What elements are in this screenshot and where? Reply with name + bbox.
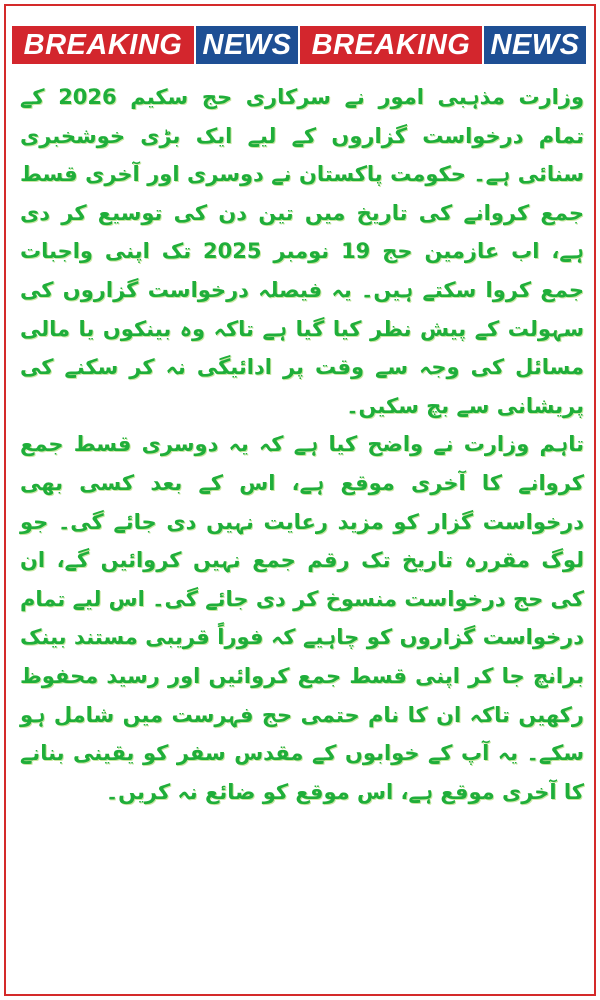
- banner-breaking-2: BREAKING: [300, 26, 482, 64]
- breaking-news-banner: [12, 26, 588, 64]
- banner-news-2: NEWS: [482, 26, 588, 64]
- banner-news-1: NEWS: [194, 26, 300, 64]
- article-body: [20, 78, 584, 998]
- banner-breaking-1: BREAKING: [12, 26, 194, 64]
- article-paragraph-1: وزارت مذہبی امور نے سرکاری حج سکیم 2026 کے تمام درخواست گزاروں کے لیے ایک بڑی خوشخبری سنائی ہے۔ حکومت پاکستان نے دوسری اور آخری قسط جمع کروانے کی تاریخ میں تین دن کی توسیع کر دی ہے، اب عازمین حج 19 نومبر 2025 تک اپنی واجبات جمع کروا سکتے ہیں۔ یہ فیصلہ درخواست گزاروں کی سہولت کے پیش نظر کیا گیا ہے تاکہ وہ بینکوں یا مالی مسائل کی وجہ سے وقت پر ادائیگی نہ کر سکنے کی پریشانی سے بچ سکیں۔: [20, 85, 585, 418]
- news-card-frame: [4, 4, 596, 996]
- article-paragraph-2: تاہم وزارت نے واضح کیا ہے کہ یہ دوسری قسط جمع کروانے کا آخری موقع ہے، اس کے بعد کسی بھی درخواست گزار کو مزید رعایت نہیں دی جائے گی۔ جو لوگ مقررہ تاریخ تک رقم جمع نہیں کروائیں گے، ان کی حج درخواست منسوخ کر دی جائے گی۔ اس لیے تمام درخواست گزاروں کو چاہیے کہ فوراً قریبی مستند بینک برانچ جا کر اپنی قسط جمع کروائیں اور رسید محفوظ رکھیں تاکہ ان کا نام حتمی حج فہرست میں شامل ہو سکے۔ یہ آپ کے خوابوں کے مقدس سفر کو یقینی بنانے کا آخری موقع ہے، اس موقع کو ضائع نہ کریں۔: [20, 432, 584, 804]
